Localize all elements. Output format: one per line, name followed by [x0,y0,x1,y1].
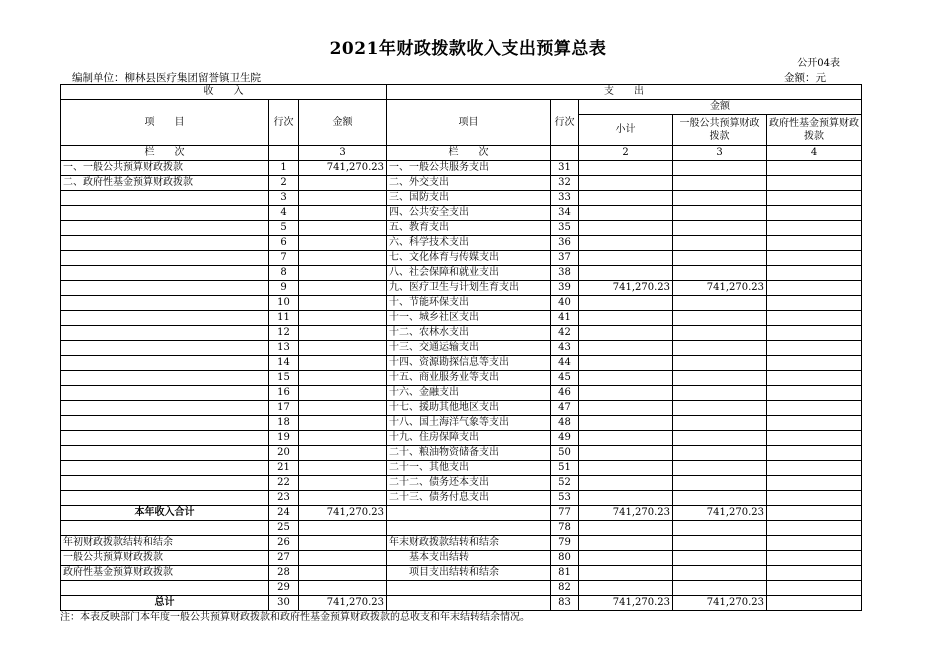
income-item-cell [61,311,269,326]
subtotal-cell [579,221,673,236]
general-budget-cell [673,386,767,401]
general-budget-cell [673,431,767,446]
expense-row-no-cell: 32 [551,176,579,191]
income-amount-cell [299,251,387,266]
expense-row-no-cell: 41 [551,311,579,326]
fund-budget-cell [767,521,862,536]
table-row [61,431,862,446]
fund-budget-cell [767,416,862,431]
table-row [61,326,862,341]
subtotal-cell [579,416,673,431]
expense-row-no-cell: 35 [551,221,579,236]
fund-budget-cell [767,476,862,491]
subtotal-cell [579,581,673,596]
income-amount-cell [299,566,387,581]
table-row [61,551,862,566]
fund-budget-cell [767,506,862,521]
expense-item-cell [387,521,551,536]
expense-col-no-blank [551,146,579,161]
subtotal-cell [579,311,673,326]
income-item-cell [61,266,269,281]
table-row [61,461,862,476]
general-budget-cell [673,311,767,326]
fund-budget-cell [767,266,862,281]
subtotal-cell [579,536,673,551]
subtotal-cell: 741,270.23 [579,281,673,296]
income-amount-cell [299,326,387,341]
income-item-cell: 二、政府性基金预算财政拨款 [61,176,269,191]
income-item-cell [61,326,269,341]
fund-budget-cell [767,491,862,506]
income-amount-cell [299,536,387,551]
expense-item-cell: 十一、城乡社区支出 [387,311,551,326]
income-row-no-cell: 6 [269,236,299,251]
subtotal-cell [579,161,673,176]
subtotal-cell [579,446,673,461]
income-row-no-header: 行次 [269,100,299,146]
expense-row-no-cell: 40 [551,296,579,311]
form-number: 公开04表 [797,58,840,69]
subtotal-cell [579,371,673,386]
general-budget-cell [673,236,767,251]
income-row-no-cell: 1 [269,161,299,176]
compiling-unit: 编制单位：柳林县医疗集团留誉镇卫生院 [72,72,261,84]
subtotal-cell [579,476,673,491]
income-amount-cell [299,446,387,461]
expense-item-cell: 十二、农林水支出 [387,326,551,341]
subtotal-cell [579,266,673,281]
general-budget-cell [673,251,767,266]
expense-col-3: 3 [673,146,767,161]
general-budget-cell [673,446,767,461]
income-row-no-cell: 25 [269,521,299,536]
income-item-cell [61,371,269,386]
fund-budget-cell [767,341,862,356]
income-item-cell [61,356,269,371]
income-row-no-cell: 9 [269,281,299,296]
expense-item-cell: 十三、交通运输支出 [387,341,551,356]
income-row-no-cell: 3 [269,191,299,206]
expense-row-no-cell: 44 [551,356,579,371]
expense-row-no-cell: 34 [551,206,579,221]
income-row-no-cell: 21 [269,461,299,476]
income-item-cell [61,386,269,401]
page-title: 2021年财政拨款收入支出预算总表 [329,39,607,59]
income-row-no-cell: 15 [269,371,299,386]
expense-item-cell: 二十、粮油物资储备支出 [387,446,551,461]
income-amount-cell: 741,270.23 [299,506,387,521]
income-row-no-cell: 28 [269,566,299,581]
table-row [61,176,862,191]
income-row-no-cell: 18 [269,416,299,431]
fund-budget-cell [767,191,862,206]
expense-row-no-cell: 53 [551,491,579,506]
table-row [61,311,862,326]
general-budget-header: 一般公共预算财政拨款 [673,115,767,146]
table-row [61,371,862,386]
income-item-cell [61,341,269,356]
income-amount-cell [299,461,387,476]
expense-amount-header: 金额 [579,100,862,115]
general-budget-cell [673,416,767,431]
general-budget-cell [673,491,767,506]
subtotal-cell [579,296,673,311]
income-col-3: 3 [299,146,387,161]
fund-budget-cell [767,311,862,326]
subtotal-cell [579,326,673,341]
income-amount-cell [299,371,387,386]
general-budget-cell [673,341,767,356]
general-budget-cell [673,296,767,311]
expense-item-cell: 二十一、其他支出 [387,461,551,476]
income-row-no-cell: 10 [269,296,299,311]
income-item-cell [61,401,269,416]
subtotal-cell [579,191,673,206]
expense-item-cell: 年末财政拨款结转和结余 [387,536,551,551]
income-item-cell [61,416,269,431]
table-row [61,386,862,401]
income-item-cell [61,446,269,461]
fund-budget-cell [767,431,862,446]
income-row-no-cell: 8 [269,266,299,281]
general-budget-cell: 741,270.23 [673,281,767,296]
income-section-header: 收 入 [61,85,387,100]
expense-item-cell: 十五、商业服务业等支出 [387,371,551,386]
table-row [61,341,862,356]
income-item-cell [61,206,269,221]
fund-budget-cell [767,446,862,461]
fund-budget-cell [767,206,862,221]
general-budget-cell [673,566,767,581]
expense-item-cell: 十九、住房保障支出 [387,431,551,446]
subtotal-cell [579,521,673,536]
income-amount-cell [299,266,387,281]
income-amount-cell [299,311,387,326]
income-item-cell [61,296,269,311]
budget-table [60,84,862,611]
income-amount-cell [299,386,387,401]
table-row [61,446,862,461]
expense-row-no-cell: 48 [551,416,579,431]
subtotal-cell [579,356,673,371]
expense-item-cell: 十七、援助其他地区支出 [387,401,551,416]
fund-budget-cell [767,236,862,251]
expense-item-cell: 四、公共安全支出 [387,206,551,221]
expense-row-no-cell: 43 [551,341,579,356]
income-item-cell [61,521,269,536]
income-row-no-cell: 7 [269,251,299,266]
table-row [61,521,862,536]
expense-row-no-cell: 36 [551,236,579,251]
expense-row-no-cell: 39 [551,281,579,296]
fund-budget-cell [767,401,862,416]
income-amount-cell [299,221,387,236]
general-budget-cell [673,371,767,386]
subtotal-cell [579,431,673,446]
expense-item-cell: 十四、资源勘探信息等支出 [387,356,551,371]
expense-item-cell: 十六、金融支出 [387,386,551,401]
income-amount-cell [299,356,387,371]
general-budget-cell [673,191,767,206]
expense-col-label: 栏 次 [387,146,551,161]
income-amount-cell [299,236,387,251]
income-item-cell [61,476,269,491]
income-item-cell [61,221,269,236]
fund-budget-cell [767,551,862,566]
income-item-cell: 本年收入合计 [61,506,269,521]
income-row-no-cell: 30 [269,596,299,611]
income-amount-cell [299,491,387,506]
subtotal-cell [579,491,673,506]
general-budget-cell [673,206,767,221]
subtotal-header: 小计 [579,115,673,146]
expense-row-no-header: 行次 [551,100,579,146]
table-row [61,536,862,551]
income-row-no-cell: 24 [269,506,299,521]
expense-row-no-cell: 38 [551,266,579,281]
income-amount-cell [299,551,387,566]
expense-item-cell: 八、社会保障和就业支出 [387,266,551,281]
income-item-cell [61,431,269,446]
income-amount-cell: 741,270.23 [299,161,387,176]
income-amount-cell [299,206,387,221]
expense-col-4: 4 [767,146,862,161]
expense-row-no-cell: 31 [551,161,579,176]
expense-row-no-cell: 82 [551,581,579,596]
table-row [61,266,862,281]
expense-item-cell: 一、一般公共服务支出 [387,161,551,176]
fund-budget-cell [767,461,862,476]
subtotal-cell [579,461,673,476]
table-row [61,506,862,521]
expense-row-no-cell: 78 [551,521,579,536]
fund-budget-cell [767,281,862,296]
table-row [61,251,862,266]
subtotal-cell: 741,270.23 [579,506,673,521]
fund-budget-cell [767,161,862,176]
income-amount-cell [299,341,387,356]
income-row-no-cell: 13 [269,341,299,356]
income-item-cell [61,461,269,476]
income-row-no-cell: 17 [269,401,299,416]
table-row [61,236,862,251]
income-row-no-cell: 19 [269,431,299,446]
income-item-cell: 一般公共预算财政拨款 [61,551,269,566]
income-item-cell [61,191,269,206]
fund-budget-cell [767,221,862,236]
income-amount-cell [299,416,387,431]
expense-row-no-cell: 77 [551,506,579,521]
income-amount-cell [299,296,387,311]
column-header-row [61,100,862,115]
income-item-cell [61,581,269,596]
table-row [61,491,862,506]
income-item-cell: 一、一般公共预算财政拨款 [61,161,269,176]
fund-budget-cell [767,566,862,581]
income-amount-cell [299,476,387,491]
income-amount-header: 金额 [299,100,387,146]
table-row [61,566,862,581]
general-budget-cell [673,476,767,491]
expense-col-2: 2 [579,146,673,161]
expense-row-no-cell: 79 [551,536,579,551]
expense-item-cell: 十八、国土海洋气象等支出 [387,416,551,431]
subtotal-cell [579,551,673,566]
table-row [61,281,862,296]
income-amount-cell [299,191,387,206]
income-amount-cell [299,401,387,416]
fund-budget-cell [767,581,862,596]
fund-budget-cell [767,356,862,371]
footnote: 注：本表反映部门本年度一般公共预算财政拨款和政府性基金预算财政拨款的总收支和年末结转结余情况。 [60,612,530,623]
general-budget-cell [673,221,767,236]
subtotal-cell [579,401,673,416]
income-row-no-cell: 4 [269,206,299,221]
table-row [61,221,862,236]
income-row-no-cell: 23 [269,491,299,506]
subtotal-cell [579,566,673,581]
general-budget-cell [673,581,767,596]
expense-item-cell: 三、国防支出 [387,191,551,206]
income-item-cell: 总计 [61,596,269,611]
fund-budget-cell [767,536,862,551]
expense-row-no-cell: 83 [551,596,579,611]
income-row-no-cell: 16 [269,386,299,401]
general-budget-cell [673,521,767,536]
income-row-no-cell: 27 [269,551,299,566]
income-row-no-cell: 22 [269,476,299,491]
expense-item-cell: 六、科学技术支出 [387,236,551,251]
income-item-cell: 年初财政拨款结转和结余 [61,536,269,551]
income-item-cell [61,236,269,251]
table-row [61,191,862,206]
subtotal-cell [579,206,673,221]
section-header-row [61,85,862,100]
table-row [61,161,862,176]
expense-item-cell: 二十二、债务还本支出 [387,476,551,491]
income-row-no-cell: 11 [269,311,299,326]
subtotal-cell [579,236,673,251]
currency-unit: 金额：元 [784,72,826,84]
expense-item-cell: 基本支出结转 [387,551,551,566]
income-col-label: 栏 次 [61,146,269,161]
income-item-cell [61,281,269,296]
income-amount-cell [299,176,387,191]
expense-item-cell: 二、外交支出 [387,176,551,191]
expense-item-cell: 五、教育支出 [387,221,551,236]
expense-row-no-cell: 33 [551,191,579,206]
income-row-no-cell: 2 [269,176,299,191]
expense-item-cell [387,581,551,596]
table-row [61,296,862,311]
expense-item-cell: 七、文化体育与传媒支出 [387,251,551,266]
income-item-cell: 政府性基金预算财政拨款 [61,566,269,581]
column-index-row [61,146,862,161]
expense-row-no-cell: 50 [551,446,579,461]
income-row-no-cell: 29 [269,581,299,596]
income-row-no-cell: 5 [269,221,299,236]
fund-budget-header: 政府性基金预算财政拨款 [767,115,862,146]
general-budget-cell [673,161,767,176]
general-budget-cell [673,536,767,551]
subtotal-cell [579,176,673,191]
expense-row-no-cell: 37 [551,251,579,266]
income-row-no-cell: 12 [269,326,299,341]
income-amount-cell [299,431,387,446]
income-amount-cell: 741,270.23 [299,596,387,611]
subtotal-cell: 741,270.23 [579,596,673,611]
subtotal-cell [579,341,673,356]
general-budget-cell: 741,270.23 [673,506,767,521]
income-item-header: 项 目 [61,100,269,146]
table-row [61,581,862,596]
expense-row-no-cell: 42 [551,326,579,341]
expense-row-no-cell: 49 [551,431,579,446]
expense-item-cell: 二十三、债务付息支出 [387,491,551,506]
general-budget-cell [673,461,767,476]
income-row-no-cell: 26 [269,536,299,551]
fund-budget-cell [767,176,862,191]
general-budget-cell [673,326,767,341]
fund-budget-cell [767,596,862,611]
fund-budget-cell [767,371,862,386]
fund-budget-cell [767,251,862,266]
income-row-no-cell: 14 [269,356,299,371]
expense-item-cell [387,506,551,521]
income-amount-cell [299,581,387,596]
general-budget-cell [673,551,767,566]
table-row [61,206,862,221]
general-budget-cell [673,266,767,281]
income-item-cell [61,251,269,266]
general-budget-cell [673,356,767,371]
general-budget-cell: 741,270.23 [673,596,767,611]
expense-row-no-cell: 52 [551,476,579,491]
income-row-no-cell: 20 [269,446,299,461]
income-item-cell [61,491,269,506]
table-row [61,416,862,431]
table-row [61,401,862,416]
expense-section-header: 支 出 [387,85,862,100]
expense-row-no-cell: 81 [551,566,579,581]
general-budget-cell [673,401,767,416]
fund-budget-cell [767,296,862,311]
expense-item-cell: 九、医疗卫生与计划生育支出 [387,281,551,296]
income-amount-cell [299,281,387,296]
expense-row-no-cell: 47 [551,401,579,416]
income-amount-cell [299,521,387,536]
expense-item-header: 项目 [387,100,551,146]
income-col-no-blank [269,146,299,161]
table-row [61,356,862,371]
expense-row-no-cell: 80 [551,551,579,566]
expense-item-cell: 十、节能环保支出 [387,296,551,311]
fund-budget-cell [767,386,862,401]
subtotal-cell [579,386,673,401]
expense-row-no-cell: 51 [551,461,579,476]
expense-row-no-cell: 46 [551,386,579,401]
subtotal-cell [579,251,673,266]
table-row [61,476,862,491]
expense-item-cell: 项目支出结转和结余 [387,566,551,581]
fund-budget-cell [767,326,862,341]
general-budget-cell [673,176,767,191]
expense-row-no-cell: 45 [551,371,579,386]
